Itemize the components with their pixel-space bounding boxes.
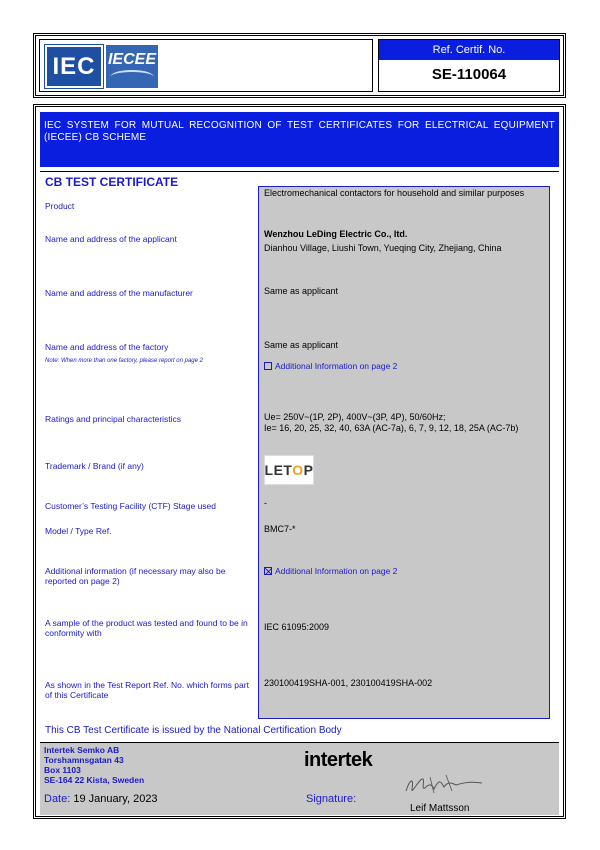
test-report-numbers: 230100419SHA-001, 230100419SHA-002	[264, 678, 433, 688]
certificate-header	[33, 33, 566, 98]
date-label: Date:	[44, 793, 71, 805]
certification-body-footer	[40, 743, 559, 815]
ratings-label: Ratings and principal characteristics	[45, 414, 182, 424]
ref-number: SE-110064	[431, 66, 507, 83]
product-value: Electromechanical contactors for household and similar purposes	[264, 188, 525, 198]
certificate-title: CB TEST CERTIFICATE	[45, 175, 179, 189]
values-panel	[258, 186, 550, 719]
test-report-label: As shown in the Test Report Ref. No. which forms part of this Certificate	[45, 680, 249, 700]
manufacturer-value: Same as applicant	[264, 286, 339, 296]
ratings-line-2: Ie= 16, 20, 25, 32, 40, 63A (AC-7a), 6, 7, 9, 12, 18, 25A (AC-7b)	[264, 423, 519, 433]
applicant-name: Wenzhou LeDing Electric Co., ltd.	[264, 229, 408, 239]
logo-area	[39, 39, 373, 92]
reference-box	[378, 39, 560, 92]
factory-additional-text: Additional Information on page 2	[275, 361, 398, 371]
iec-logo: IEC	[45, 45, 103, 88]
additional-info-label: Additional information (if necessary may also be reported on page 2)	[45, 566, 226, 586]
applicant-label: Name and address of the applicant	[45, 234, 177, 244]
applicant-address: Dianhou Village, Liushi Town, Yueqing City, Zhejiang, China	[264, 243, 502, 253]
date-value: 19 January, 2023	[73, 793, 158, 805]
issue-date	[44, 793, 158, 805]
issuing-statement: This CB Test Certificate is issued by the National Certification Body	[45, 725, 342, 736]
additional-info-text: Additional Information on page 2	[275, 566, 398, 576]
factory-additional-info	[264, 361, 546, 372]
conformity-label: A sample of the product was tested and found to be in conformity with	[45, 618, 248, 638]
model-value: BMC7-*	[264, 524, 296, 534]
scheme-title: IEC SYSTEM FOR MUTUAL RECOGNITION OF TEST CERTIFICATES FOR ELECTRICAL EQUIPMENT (IECEE) CB SCHEME	[40, 112, 559, 167]
ctf-label: Customer’s Testing Facility (CTF) Stage used	[45, 501, 217, 511]
ctf-value: -	[264, 498, 267, 508]
model-label: Model / Type Ref.	[45, 526, 112, 536]
body-street: Torshamnsgatan 43	[44, 755, 124, 765]
additional-info-value	[264, 566, 546, 577]
factory-value: Same as applicant	[264, 340, 339, 350]
additional-info-checkbox	[264, 567, 272, 575]
body-box: Box 1103	[44, 765, 81, 775]
factory-label: Name and address of the factory	[45, 342, 169, 352]
brand-logo-text: LETOP	[264, 462, 314, 478]
intertek-logo: intertek	[304, 749, 373, 771]
signature-label: Signature:	[306, 793, 357, 805]
brand-logo	[264, 455, 314, 485]
trademark-label: Trademark / Brand (if any)	[45, 461, 144, 471]
signer-name: Leif Mattsson	[410, 803, 470, 814]
manufacturer-label: Name and address of the manufacturer	[45, 288, 193, 298]
certification-body-address	[44, 745, 144, 785]
iecee-logo	[106, 45, 158, 88]
certificate-body	[33, 104, 566, 819]
handwritten-signature	[400, 771, 490, 799]
product-label: Product	[45, 201, 75, 211]
ref-label: Ref. Certif. No.	[379, 40, 559, 60]
iecee-wave-graphic	[110, 70, 154, 84]
body-city: SE-164 22 Kista, Sweden	[44, 775, 145, 785]
certificate-content	[40, 171, 559, 741]
ratings-line-1: Ue= 250V~(1P, 2P), 400V~(3P, 4P), 50/60Hz;	[264, 412, 446, 422]
body-name: Intertek Semko AB	[44, 745, 120, 755]
factory-note: Note: When more than one factory, please report on page 2	[45, 358, 203, 364]
iecee-logo-text: IECEE	[107, 51, 156, 68]
conformity-standard: IEC 61095:2009	[264, 622, 330, 632]
factory-additional-checkbox	[264, 362, 272, 370]
